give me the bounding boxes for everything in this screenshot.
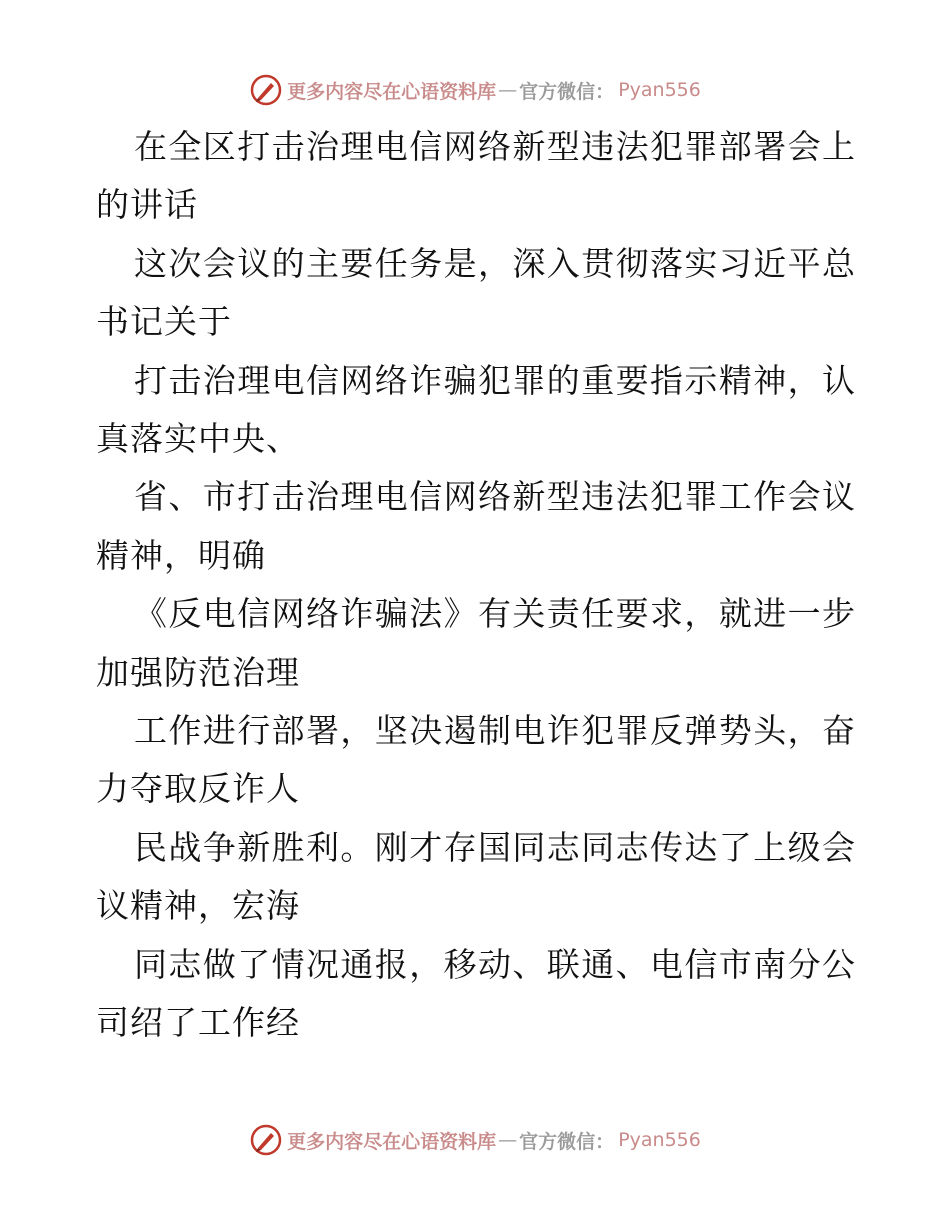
paragraph: 省、市打击治理电信网络新型违法犯罪工作会议精神，明确 [96, 477, 856, 575]
paragraph: 在全区打击治理电信网络新型违法犯罪部署会上的讲话 [96, 127, 856, 225]
footer-banner [0, 1120, 950, 1160]
banner-wechat-id: Pyan556 [618, 1129, 701, 1151]
document-body [96, 118, 856, 1053]
paragraph: 同志做了情况通报，移动、联通、电信市南分公司绍了工作经 [96, 944, 856, 1043]
pen-logo-icon [249, 73, 283, 107]
banner-separator: — [498, 79, 518, 101]
banner-wechat-label: 官方微信： [519, 80, 615, 103]
banner-wechat-id: Pyan556 [618, 79, 701, 101]
header-banner [0, 70, 950, 110]
paragraph: 这次会议的主要任务是，深入贯彻落实习近平总书记关于 [96, 243, 856, 342]
paragraph: 民战争新胜利。刚才存国同志同志传达了上级会议精神，宏海 [96, 827, 856, 926]
pen-logo-icon [249, 1123, 283, 1157]
paragraph: 工作进行部署，坚决遏制电诈犯罪反弹势头，奋力夺取反诈人 [96, 711, 856, 809]
paragraph: 《反电信网络诈骗法》有关责任要求，就进一步加强防范治理 [96, 594, 856, 692]
banner-title: 更多内容尽在心语资料库 [287, 80, 497, 103]
banner-title: 更多内容尽在心语资料库 [287, 1130, 497, 1153]
banner-separator: — [498, 1129, 518, 1151]
banner-wechat-label: 官方微信： [519, 1130, 615, 1153]
paragraph: 打击治理电信网络诈骗犯罪的重要指示精神，认真落实中央、 [96, 360, 856, 459]
